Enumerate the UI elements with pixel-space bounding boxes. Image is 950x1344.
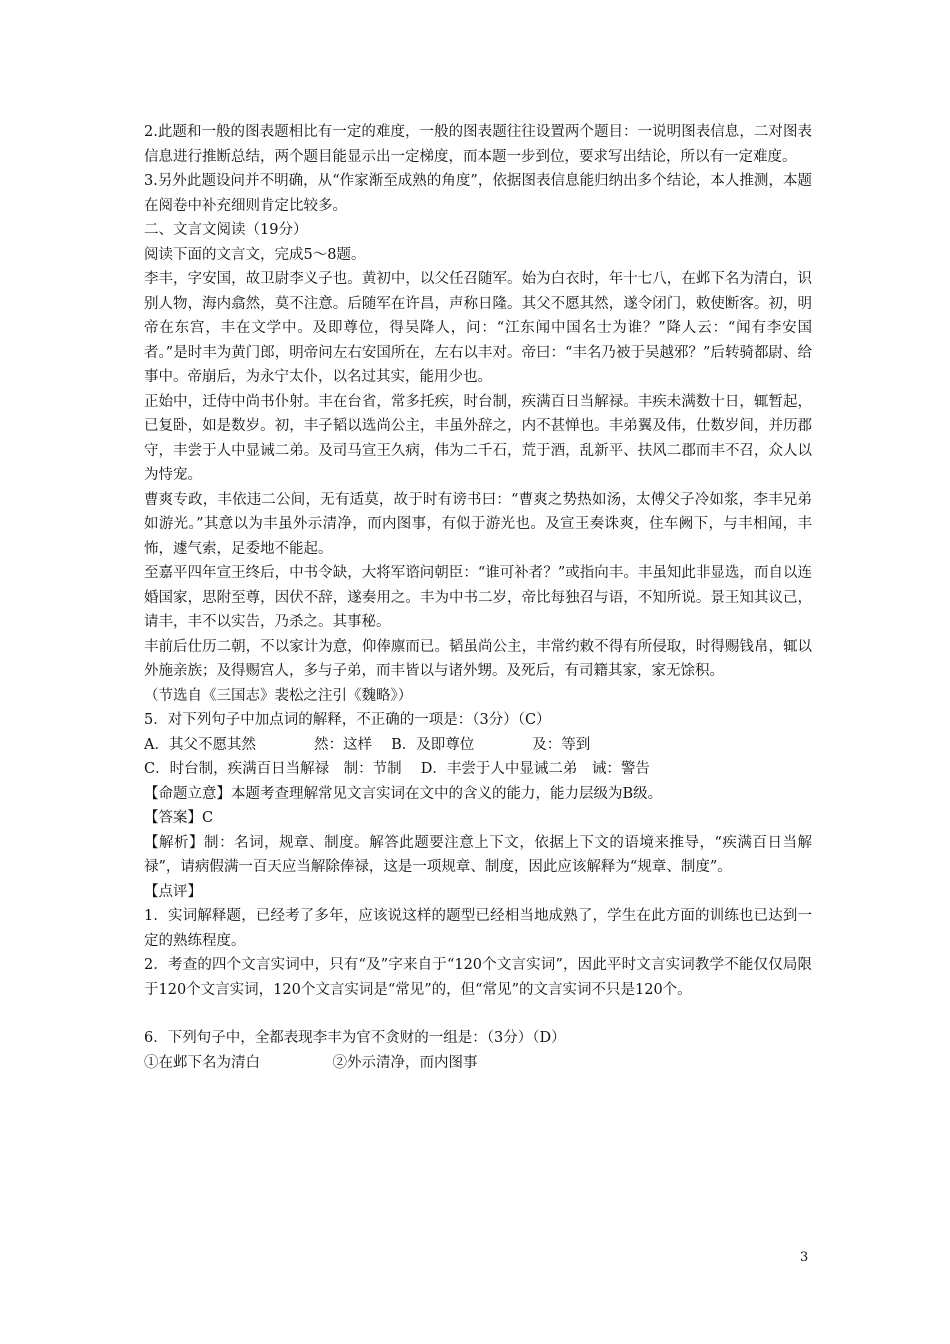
document-body (144, 120, 812, 1075)
analysis: 【解析】制：名词，规章、制度。解答此题要注意上下文，依据上下文的语境来推导，“疾满百日当解禄”，请病假满一百天应当解除俸禄，这是一项规章、制度，因此应该解释为“规章、制度”。 (144, 834, 812, 875)
section-heading: 二、文言文阅读（19分） (144, 222, 308, 238)
page-number: 3 (800, 1250, 809, 1265)
passage-paragraph-2: 正始中，迁侍中尚书仆射。丰在台省，常多托疾，时台制，疾满百日当解禄。丰疾未满数十日，辄暂起，已复卧，如是数岁。初，丰子韬以选尚公主，丰虽外辞之，内不甚惮也。丰弟翼及伟，仕数岁间，并历郡守，丰尝于人中显诫二弟。及司马宣王久病，伟为二千石，荒于酒，乱新平、扶风二郡而丰不召，众人以为恃宠。 (144, 393, 812, 483)
passage-paragraph-4: 至嘉平四年宣王终后，中书令缺，大将军谘问朝臣：“谁可补者？”或指向丰。丰虽知此非显选，而自以连婚国家，思附至尊，因伏不辞，遂奏用之。丰为中书二岁，帝比每独召与语，不知所说。景王知其议己，请丰，丰不以实告，乃杀之。其事秘。 (144, 565, 812, 630)
comment-1: 1．实词解释题，已经考了多年，应该说这样的题型已经相当地成熟了，学生在此方面的训练也已达到一定的熟练程度。 (144, 908, 812, 949)
note-2: 2.此题和一般的图表题相比有一定的难度，一般的图表题往往设置两个题目：一说明图表信息，二对图表信息进行推断总结，两个题目能显示出一定梯度，而本题一步到位，要求写出结论，所以有一定难度。 (144, 124, 812, 165)
passage-paragraph-3: 曹爽专政，丰依违二公间，无有适莫，故于时有谤书曰：“曹爽之势热如汤，太傅父子冷如浆，李丰兄弟如游光。”其意以为丰虽外示清净，而内图事，有似于游光也。及宣王奏诛爽，住车阙下，与丰相闻，丰怖，遽气索，足委地不能起。 (144, 491, 812, 557)
comment-2: 2．考查的四个文言实词中，只有“及”字来自于“120个文言实词”，因此平时文言实词教学不能仅仅局限于120个文言实词，120个文言实词是“常见”的，但“常见”的文言实词不只是120个。 (144, 957, 812, 998)
answer: 【答案】C (144, 810, 214, 826)
instruction: 阅读下面的文言文，完成5～8题。 (144, 246, 366, 263)
comment-heading: 【点评】 (144, 883, 202, 900)
question-5: 5．对下列句子中加点词的解释，不正确的一项是：（3分）（C） (144, 712, 551, 728)
passage-paragraph-5: 丰前后仕历二朝，不以家计为意，仰俸廪而已。韬虽尚公主，丰常约敕不得有所侵取，时得赐钱帛，辄以外施亲族；及得赐宫人，多与子弟，而丰皆以与诸外甥。及死后，有司籍其家，家无馀积。 (144, 638, 812, 679)
option-a-b: A．其父不愿其然 然：这样 B．及即尊位 及：等到 (144, 736, 591, 753)
option-c-d: C．时台制，疾满百日当解禄 制：节制 D．丰尝于人中显诫二弟 诫：警告 (144, 761, 650, 777)
note-3: 3.另外此题设问并不明确，从“作家渐至成熟的角度”，依据图表信息能归纳出多个结论，本人推测，本题在阅卷中补充细则肯定比较多。 (144, 173, 812, 214)
blank-line (144, 1002, 812, 1026)
question-6-options: ①在邺下名为清白 ②外示清净，而内图事 (144, 1054, 478, 1071)
passage-paragraph-1: 李丰，字安国，故卫尉李义子也。黄初中，以父任召随军。始为白衣时，年十七八，在邺下名为清白，识别人物，海内翕然，莫不注意。后随军在许昌，声称日隆。其父不愿其然，遂令闭门，敕使断客。初，明帝在东宫，丰在文学中。及即尊位，得吴降人，问：“江东闻中国名士为谁？”降人云：“闻有李安国者。”是时丰为黄门郎，明帝问左右安国所在，左右以丰对。帝曰：“丰名乃被于吴越邪？”后转骑都尉、给事中。帝崩后，为永宁太仆，以名过其实，能用少也。 (144, 271, 812, 385)
question-6: 6．下列句子中，全都表现李丰为官不贪财的一组是：（3分）（D） (144, 1030, 566, 1046)
source-citation: （节选自《三国志》裴松之注引《魏略》） (144, 687, 413, 704)
intent: 【命题立意】本题考查理解常见文言实词在文中的含义的能力，能力层级为B级。 (144, 785, 663, 802)
